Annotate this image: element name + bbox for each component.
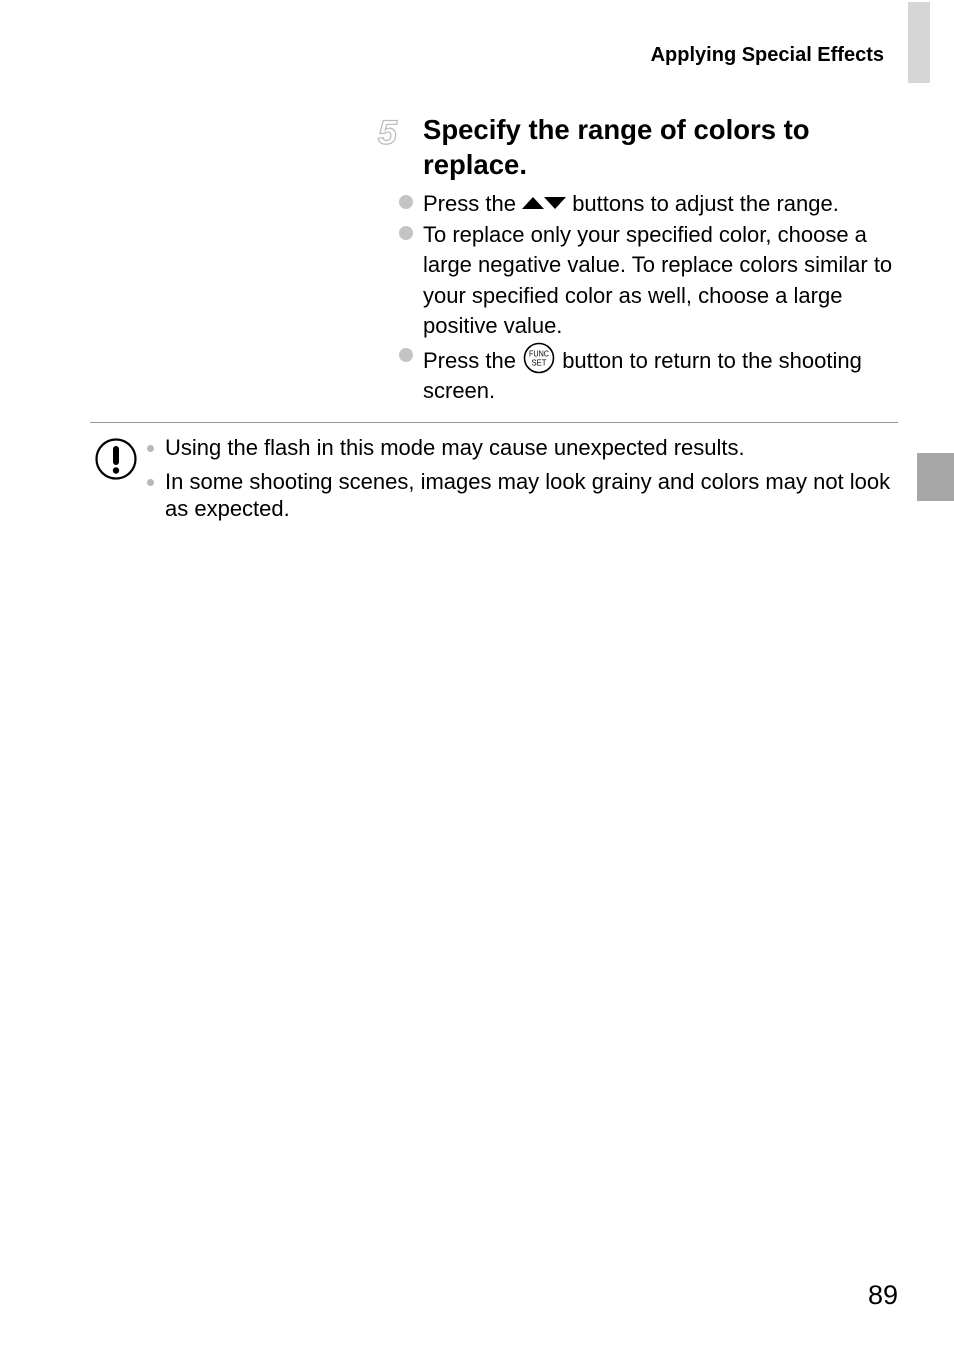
chapter-tab	[917, 453, 954, 501]
func-icon-label: FUNC	[529, 348, 550, 358]
set-icon-label: SET	[531, 357, 547, 367]
step-item	[397, 342, 902, 407]
bullet-icon	[147, 445, 154, 452]
caution-item-text: In some shooting scenes, images may look grainy and colors may not look as expected.	[165, 469, 891, 521]
caution-exclamation-icon	[94, 437, 138, 481]
running-header: Applying Special Effects	[650, 44, 884, 66]
caution-item-text: Using the flash in this mode may cause unexpected results.	[165, 435, 745, 460]
section-tab	[908, 2, 930, 83]
up-down-arrow-buttons-icon	[522, 191, 566, 216]
section-divider	[90, 422, 898, 423]
bullet-icon	[399, 226, 413, 240]
step-title: Specify the range of colors to replace.	[423, 114, 810, 180]
step-item-text-after: button to return to the shooting screen.	[423, 347, 862, 403]
bullet-icon	[399, 195, 413, 209]
caution-list	[146, 434, 906, 529]
step-list	[397, 189, 902, 407]
step-number: 5	[378, 114, 397, 152]
step-item-text-before: Press the	[423, 191, 516, 216]
bullet-icon	[147, 479, 154, 486]
bullet-icon	[399, 348, 413, 362]
step-item-text-before: Press the	[423, 347, 516, 373]
func-set-button-icon	[522, 342, 556, 374]
step-item-text: To replace only your specified color, choose a large negative value. To replace colors similar to your specified color as well, choose a large positive value.	[423, 221, 893, 338]
caution-item	[146, 434, 906, 461]
step-item-text-after: buttons to adjust the range.	[572, 191, 839, 216]
caution-item	[146, 468, 906, 522]
page-number: 89	[867, 1280, 898, 1310]
step-item	[397, 220, 902, 342]
step-item	[397, 189, 902, 220]
